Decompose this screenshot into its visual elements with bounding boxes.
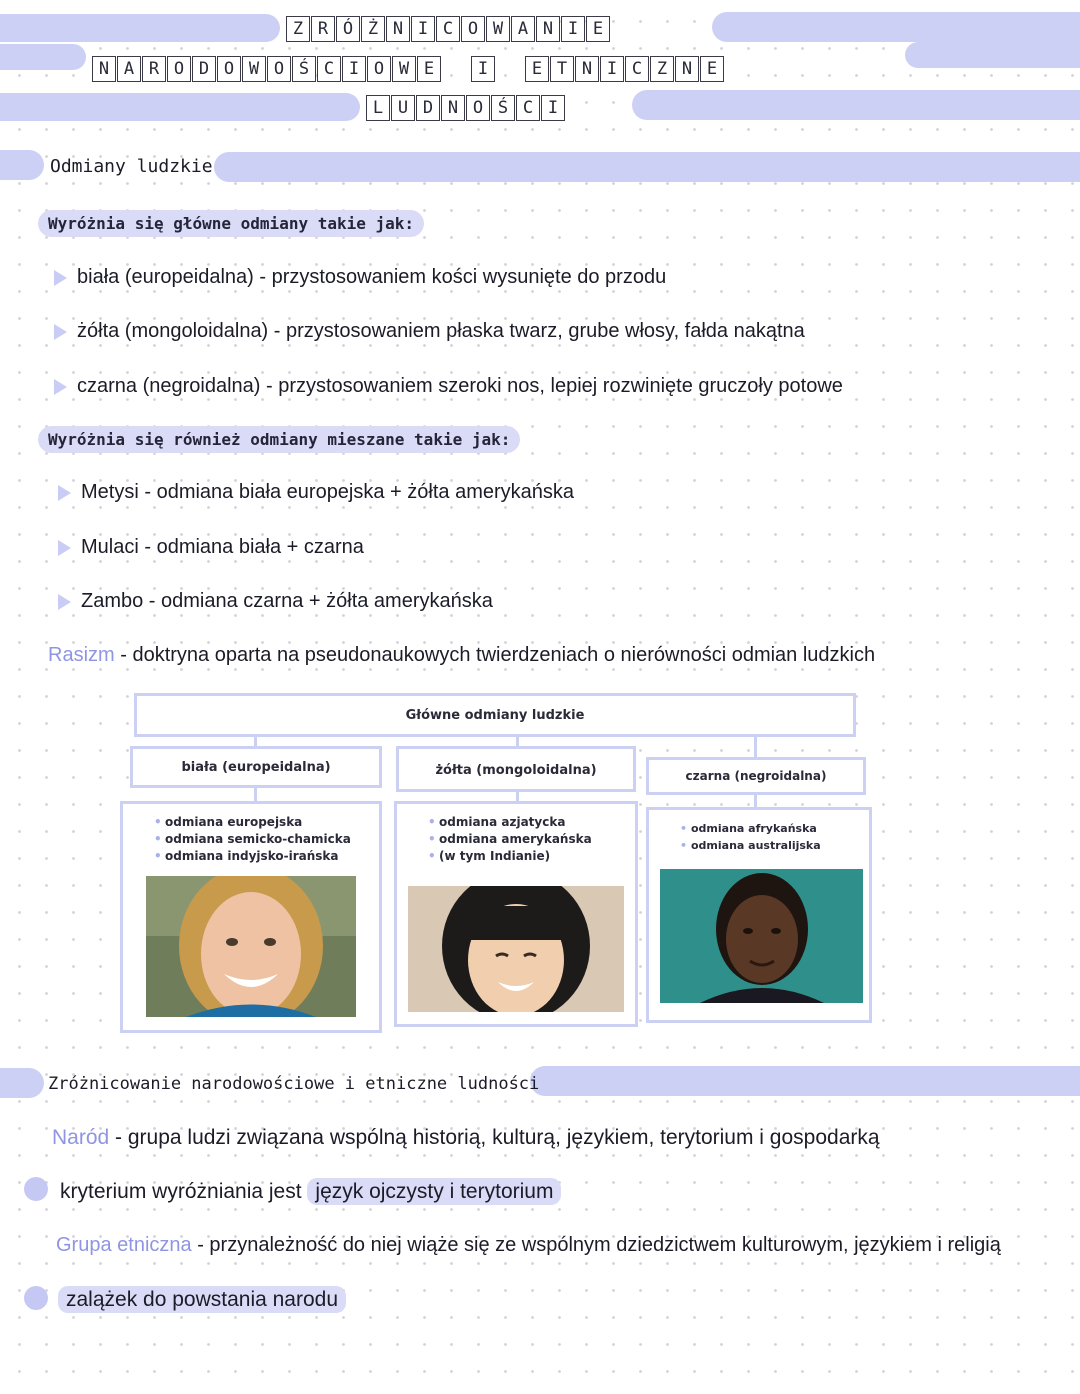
racism-desc: - doktryna oparta na pseudonaukowych twierdzeniach o nierówności odmian ludzkich: [114, 644, 876, 666]
triangle-bullet-icon: [54, 324, 67, 340]
connector: [254, 786, 257, 802]
ethnic-term: Grupa etniczna: [56, 1234, 192, 1256]
diagram-title: Główne odmiany ludzkie: [405, 708, 585, 723]
title-letter-tile: L: [366, 95, 390, 121]
title-letter-tile: E: [525, 56, 549, 82]
title-letter-tile: I: [411, 16, 435, 42]
ethnic-note-highlight: zalążek do powstania narodu: [58, 1286, 346, 1313]
connector: [754, 736, 757, 758]
item-desc: - odmiana biała europejska + żółta amerykańska: [138, 481, 575, 503]
header-band-3: [0, 44, 86, 70]
title-letter-tile: I: [471, 56, 495, 82]
title-letter-tile: O: [167, 56, 191, 82]
title-letter-tile: E: [417, 56, 441, 82]
variety-header-white: biała (europeidalna): [130, 746, 382, 788]
title-letter-tile: I: [561, 16, 585, 42]
title-letter-tile: E: [586, 16, 610, 42]
title-letter-tile: A: [117, 56, 141, 82]
racism-definition: [48, 644, 875, 667]
list-item: [54, 375, 843, 398]
item-term: biała (europeidalna): [77, 266, 254, 288]
list-item: • odmiana semicko-chamicka: [165, 831, 379, 848]
title-letter-tile: I: [342, 56, 366, 82]
criterion-prefix: kryterium wyróżniania jest: [60, 1180, 308, 1203]
title-letter-tile: Ś: [491, 95, 515, 121]
item-desc: - przystosowaniem płaska twarz, grube włosy, fałda nakątna: [268, 320, 805, 342]
nation-definition: [52, 1126, 880, 1150]
variety-header-black: czarna (negroidalna): [646, 757, 866, 795]
portrait-woman-african-icon: [660, 869, 863, 1003]
list-item: [58, 590, 493, 613]
section2-band-right: [530, 1066, 1080, 1096]
triangle-bullet-icon: [54, 270, 67, 286]
list-item: • odmiana amerykańska: [439, 831, 635, 848]
nation-criterion: [60, 1180, 561, 1204]
title-letter-tile: N: [575, 56, 599, 82]
title-letter-tile: T: [550, 56, 574, 82]
label-mixed-varieties: Wyróżnia się również odmiany mieszane takie jak:: [38, 426, 520, 453]
title-letter-tile: I: [600, 56, 624, 82]
triangle-bullet-icon: [58, 485, 71, 501]
title-letter-tile: W: [392, 56, 416, 82]
item-desc: - odmiana biała + czarna: [138, 536, 364, 558]
title-letter-tile: Ó: [336, 16, 360, 42]
title-letter-tile: N: [386, 16, 410, 42]
title-letter-tile: R: [142, 56, 166, 82]
item-term: Zambo: [81, 590, 144, 612]
title-letter-tile: D: [416, 95, 440, 121]
title-letter-tile: Z: [286, 16, 310, 42]
list-item: [58, 481, 574, 504]
title-letter-tile: N: [536, 16, 560, 42]
title-letter-tile: C: [625, 56, 649, 82]
item-desc: - przystosowaniem szeroki nos, lepiej rozwinięte gruczoły potowe: [260, 375, 843, 397]
title-letter-tile: W: [486, 16, 510, 42]
title-letter-tile: C: [516, 95, 540, 121]
criterion-highlight: język ojczysty i terytorium: [307, 1178, 561, 1205]
title-letter-tile: Ś: [292, 56, 316, 82]
list-item: • odmiana azjatycka: [439, 814, 635, 831]
section2-band-left: [0, 1068, 44, 1098]
title-letter-tile: N: [92, 56, 116, 82]
page-title-line-3: [366, 95, 565, 121]
list-item: • odmiana australijska: [691, 837, 869, 854]
list-item: • odmiana indyjsko-irańska: [165, 848, 379, 865]
connector: [754, 794, 757, 808]
list-item: [54, 266, 666, 289]
item-term: żółta (mongoloidalna): [77, 320, 269, 342]
triangle-bullet-icon: [58, 540, 71, 556]
title-letter-tile: N: [441, 95, 465, 121]
triangle-bullet-icon: [54, 379, 67, 395]
header-band-6: [632, 90, 1080, 120]
list-item: [58, 536, 364, 559]
list-item: [54, 320, 805, 343]
title-letter-tile: Z: [650, 56, 674, 82]
title-letter-tile: C: [436, 16, 460, 42]
title-letter-tile: E: [700, 56, 724, 82]
portrait-woman-asian-icon: [408, 886, 624, 1012]
nation-term: Naród: [52, 1126, 110, 1149]
item-term: Mulaci: [81, 536, 139, 558]
title-letter-tile: O: [367, 56, 391, 82]
bullet-dot-icon: [24, 1286, 48, 1310]
item-desc: - odmiana czarna + żółta amerykańska: [143, 590, 493, 612]
section-heading-zroznicowanie: Zróżnicowanie narodowościowe i etniczne ludności: [48, 1074, 540, 1094]
header-band-4: [905, 42, 1080, 68]
title-letter-tile: C: [317, 56, 341, 82]
nation-desc: - grupa ludzi związana wspólną historią, kulturą, językiem, terytorium i gospodarką: [109, 1126, 880, 1149]
label-main-varieties: Wyróżnia się główne odmiany takie jak:: [38, 210, 424, 237]
diagram-title-box: [134, 693, 856, 737]
title-letter-tile: N: [675, 56, 699, 82]
variety-header-yellow: żółta (mongoloidalna): [396, 746, 636, 792]
title-letter-tile: U: [391, 95, 415, 121]
racism-term: Rasizm: [48, 644, 115, 666]
header-band-2: [712, 12, 1080, 42]
title-letter-tile: Ż: [361, 16, 385, 42]
title-letter-tile: O: [217, 56, 241, 82]
title-letter-tile: D: [192, 56, 216, 82]
title-letter-tile: R: [311, 16, 335, 42]
section-band-right: [214, 152, 1080, 182]
ethnic-note: [58, 1288, 346, 1312]
title-letter-tile: W: [242, 56, 266, 82]
item-desc: - przystosowaniem kości wysunięte do przodu: [253, 266, 667, 288]
title-letter-tile: O: [461, 16, 485, 42]
title-letter-tile: I: [541, 95, 565, 121]
page-title-line-2: [92, 56, 724, 82]
title-letter-tile: O: [267, 56, 291, 82]
header-band-5: [0, 93, 360, 121]
section-heading-odmiany: Odmiany ludzkie: [50, 156, 213, 177]
page-title-line-1: [286, 16, 610, 42]
triangle-bullet-icon: [58, 594, 71, 610]
bullet-dot-icon: [24, 1177, 48, 1201]
item-term: Metysi: [81, 481, 139, 503]
item-term: czarna (negroidalna): [77, 375, 261, 397]
section-band-left: [0, 150, 44, 180]
list-item: • odmiana afrykańska: [691, 820, 869, 837]
header-band-1: [0, 14, 280, 42]
list-item: • (w tym Indianie): [439, 848, 635, 865]
title-letter-tile: A: [511, 16, 535, 42]
portrait-woman-fair-icon: [146, 876, 356, 1017]
ethnic-desc: - przynależność do niej wiąże się ze wspólnym dziedzictwem kulturowym, językiem i religią: [191, 1234, 1001, 1256]
list-item: • odmiana europejska: [165, 814, 379, 831]
connector: [254, 736, 257, 746]
ethnic-definition: [56, 1234, 1001, 1257]
title-letter-tile: O: [466, 95, 490, 121]
